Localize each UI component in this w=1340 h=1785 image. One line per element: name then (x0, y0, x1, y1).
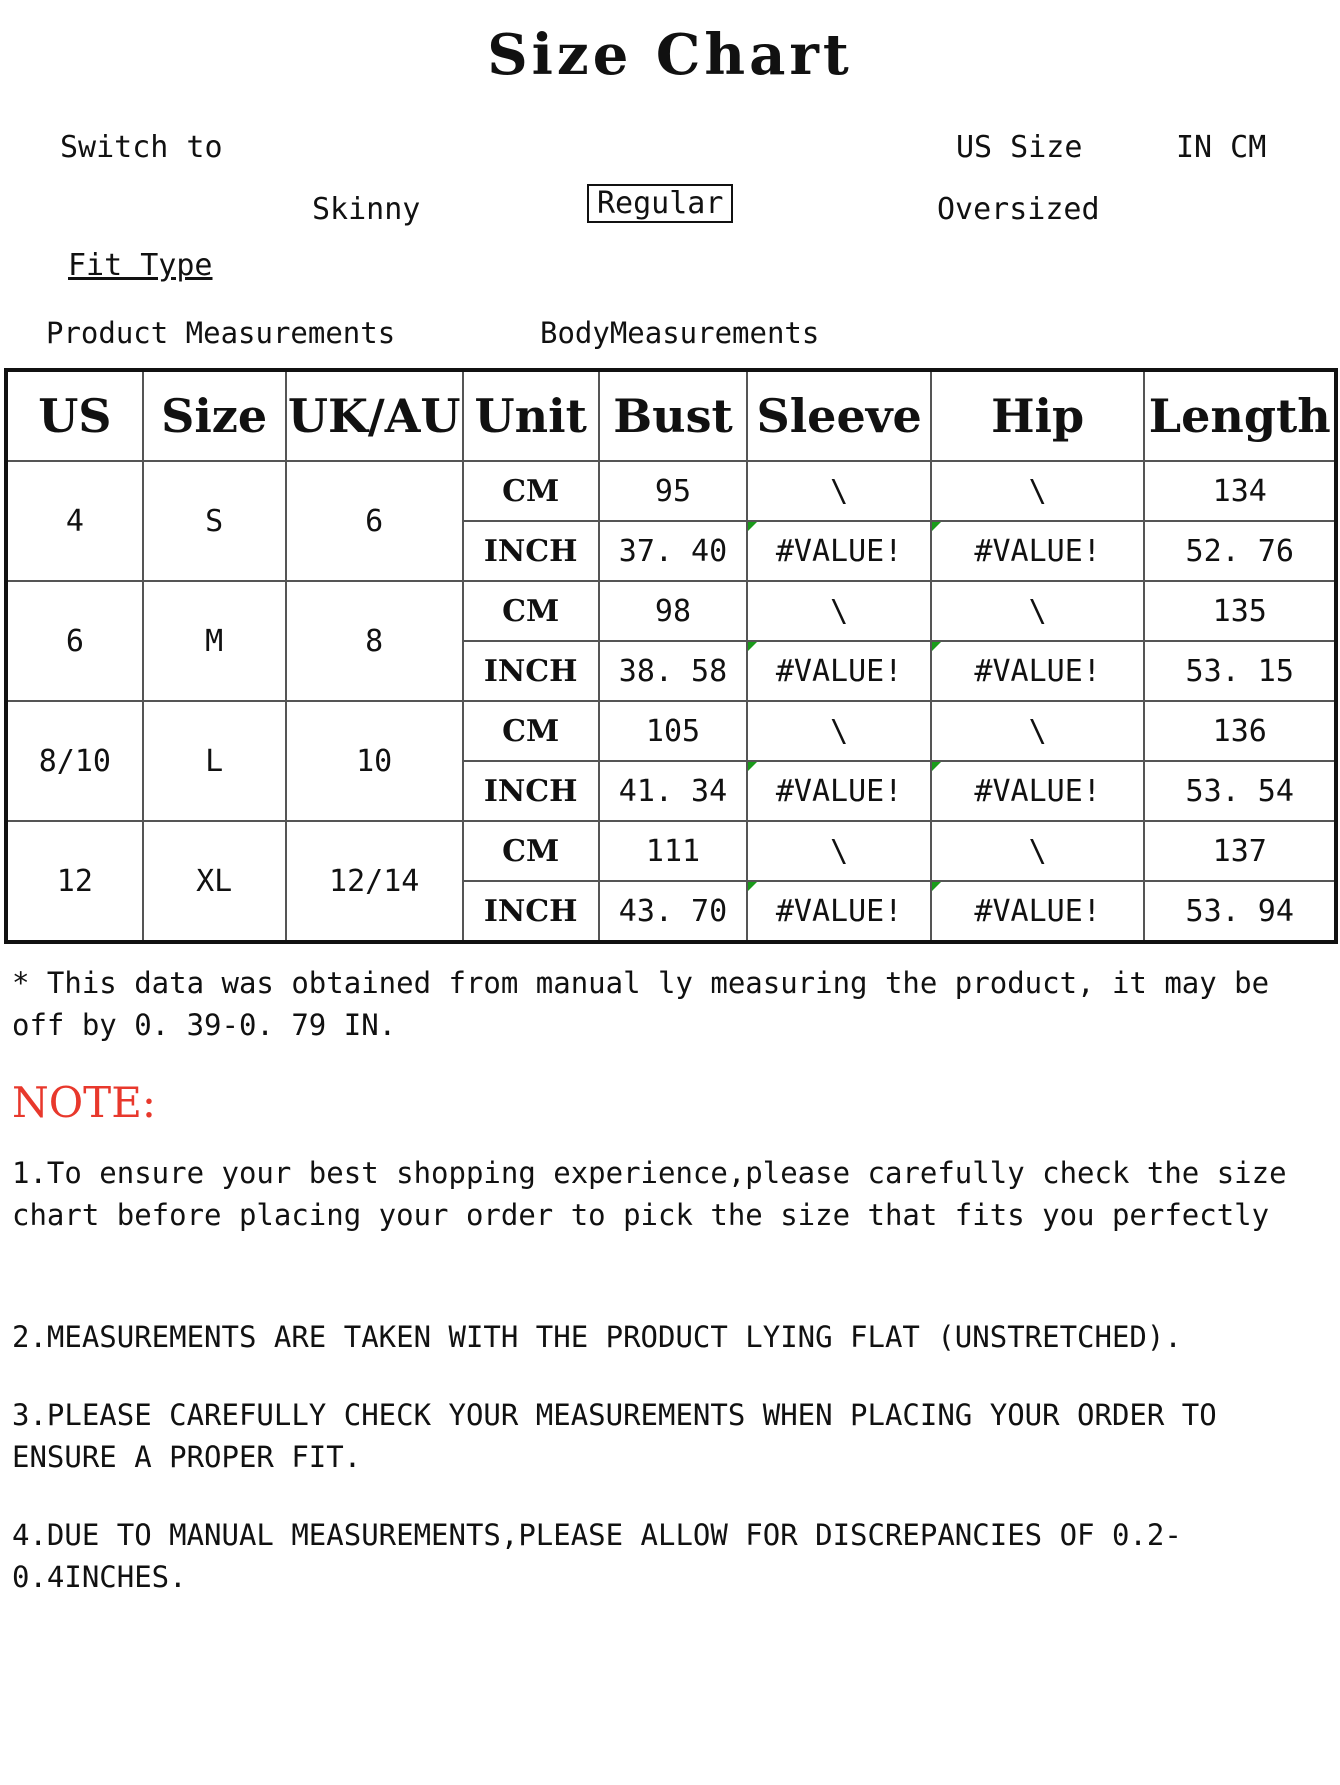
note-item-2: 2.MEASUREMENTS ARE TAKEN WITH THE PRODUCT LYING FLAT (UNSTRETCHED). (12, 1320, 1182, 1354)
switch-to-label: Switch to (60, 130, 223, 165)
cell-us: 4 (6, 461, 143, 581)
cell-sleeve: #VALUE! (747, 761, 930, 821)
cell-length: 135 (1144, 581, 1336, 641)
header-size: Size (143, 370, 286, 461)
fit-type-link[interactable]: Fit Type (68, 248, 213, 283)
cell-unit: INCH (463, 521, 599, 581)
note-item-4: 4.DUE TO MANUAL MEASUREMENTS,PLEASE ALLOW FOR DISCREPANCIES OF 0.2-0.4INCHES. (12, 1518, 1182, 1594)
header-length: Length (1144, 370, 1336, 461)
size-system-toggle[interactable]: US Size (956, 130, 1083, 165)
cell-bust: 37. 40 (599, 521, 748, 581)
cell-bust: 38. 58 (599, 641, 748, 701)
cell-ukau: 10 (286, 701, 463, 821)
cell-length: 52. 76 (1144, 521, 1336, 581)
cell-length: 136 (1144, 701, 1336, 761)
unit-toggle[interactable]: IN CM (1176, 130, 1267, 165)
page-title: Size Chart (487, 22, 853, 88)
note-item-3: 3.PLEASE CAREFULLY CHECK YOUR MEASUREMENTS WHEN PLACING YOUR ORDER TO ENSURE A PROPER FIT. (12, 1398, 1217, 1474)
table-header-row (6, 370, 1336, 461)
header-hip: Hip (931, 370, 1145, 461)
cell-hip: #VALUE! (931, 521, 1145, 581)
cell-bust: 43. 70 (599, 881, 748, 942)
cell-bust: 41. 34 (599, 761, 748, 821)
cell-length: 53. 54 (1144, 761, 1336, 821)
header-sleeve: Sleeve (747, 370, 930, 461)
size-table (4, 368, 1338, 944)
table-row (6, 461, 1336, 521)
header-bust: Bust (599, 370, 748, 461)
fit-option-regular[interactable] (587, 186, 733, 221)
cell-bust: 105 (599, 701, 748, 761)
header-us: US (6, 370, 143, 461)
cell-length: 53. 15 (1144, 641, 1336, 701)
cell-us: 6 (6, 581, 143, 701)
cell-bust: 111 (599, 821, 748, 881)
fit-option-oversized[interactable]: Oversized (937, 192, 1100, 227)
cell-length: 134 (1144, 461, 1336, 521)
cell-hip: \ (931, 701, 1145, 761)
table-row (6, 701, 1336, 761)
cell-size: L (143, 701, 286, 821)
cell-sleeve: \ (747, 461, 930, 521)
cell-hip: #VALUE! (931, 881, 1145, 942)
measurement-footnote: * This data was obtained from manual ly measuring the product, it may be off by 0. 39-0. 79 IN. (12, 966, 1270, 1042)
cell-unit: INCH (463, 641, 599, 701)
note-item-1: 1.To ensure your best shopping experience,please carefully check the size chart before placing your order to pick the size that fits you perfectly (12, 1156, 1287, 1232)
cell-unit: CM (463, 461, 599, 521)
header-ukau: UK/AU (286, 370, 463, 461)
cell-ukau: 6 (286, 461, 463, 581)
table-row (6, 581, 1336, 641)
cell-unit: CM (463, 701, 599, 761)
cell-unit: INCH (463, 881, 599, 942)
fit-option-regular-label: Regular (587, 184, 733, 223)
cell-length: 137 (1144, 821, 1336, 881)
cell-us: 12 (6, 821, 143, 942)
cell-sleeve: \ (747, 581, 930, 641)
header-unit: Unit (463, 370, 599, 461)
fit-option-skinny[interactable]: Skinny (312, 192, 421, 227)
cell-bust: 95 (599, 461, 748, 521)
cell-size: XL (143, 821, 286, 942)
cell-unit: INCH (463, 761, 599, 821)
cell-bust: 98 (599, 581, 748, 641)
cell-hip: \ (931, 821, 1145, 881)
cell-ukau: 12/14 (286, 821, 463, 942)
cell-hip: \ (931, 581, 1145, 641)
cell-length: 53. 94 (1144, 881, 1336, 942)
cell-unit: CM (463, 821, 599, 881)
cell-sleeve: \ (747, 701, 930, 761)
tab-body-measurements[interactable]: BodyMeasurements (540, 316, 820, 350)
cell-size: S (143, 461, 286, 581)
table-row (6, 821, 1336, 881)
cell-hip: \ (931, 461, 1145, 521)
cell-sleeve: #VALUE! (747, 641, 930, 701)
cell-size: M (143, 581, 286, 701)
cell-ukau: 8 (286, 581, 463, 701)
cell-unit: CM (463, 581, 599, 641)
note-heading: NOTE: (12, 1078, 157, 1127)
cell-hip: #VALUE! (931, 761, 1145, 821)
cell-sleeve: #VALUE! (747, 521, 930, 581)
cell-sleeve: #VALUE! (747, 881, 930, 942)
cell-us: 8/10 (6, 701, 143, 821)
cell-sleeve: \ (747, 821, 930, 881)
cell-hip: #VALUE! (931, 641, 1145, 701)
tab-product-measurements[interactable]: Product Measurements (46, 316, 396, 350)
